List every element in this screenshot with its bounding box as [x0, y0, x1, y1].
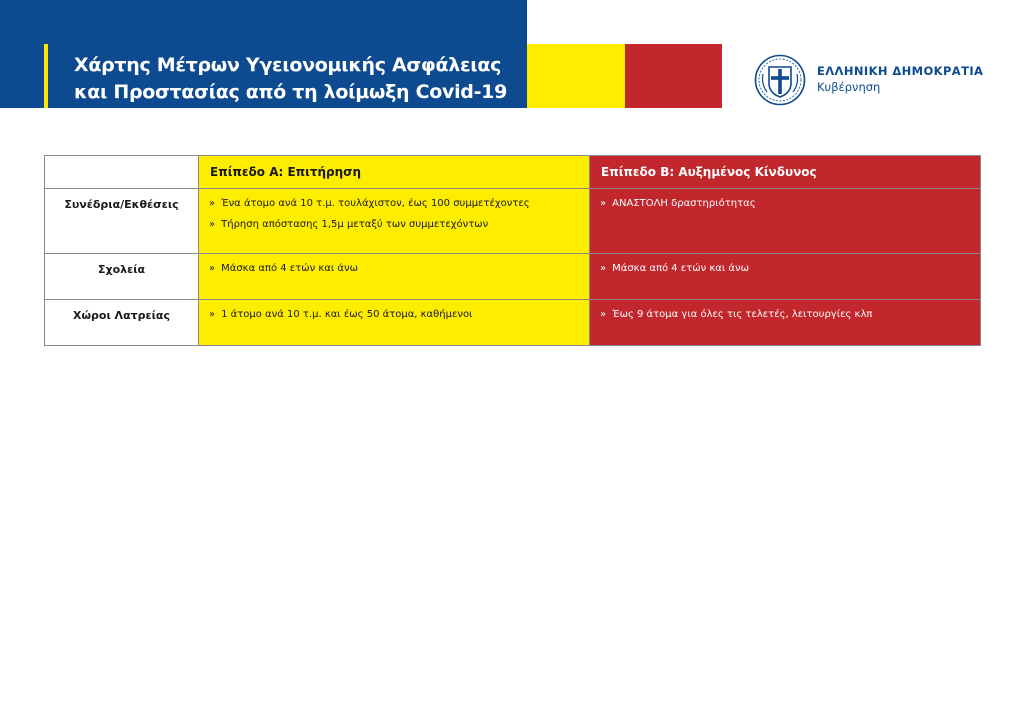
level-a-cell [199, 300, 590, 346]
level-a-cell [199, 254, 590, 300]
header-stripe-yellow [527, 44, 625, 108]
column-header-level-b: Επίπεδο Β: Αυξημένος Κίνδυνος [590, 156, 981, 189]
list-item [209, 309, 581, 321]
table-header-row [45, 156, 981, 189]
row-label: Συνέδρια/Εκθέσεις [45, 189, 199, 254]
page-title-line-2: και Προστασίας από τη λοίμωξη Covid-19 [74, 81, 508, 103]
measures-table [44, 155, 981, 346]
row-label: Σχολεία [45, 254, 199, 300]
list-item [600, 198, 972, 210]
level-a-cell [199, 189, 590, 254]
list-item-text: Ένα άτομο ανά 10 τ.μ. τουλάχιστον, έως 100 συμμετέχοντες [221, 198, 530, 209]
header-accent-line [44, 44, 48, 108]
bullet-icon: » [209, 219, 216, 230]
header-stripe-red [625, 44, 722, 108]
level-b-cell [590, 189, 981, 254]
column-header-level-a: Επίπεδο Α: Επιτήρηση [199, 156, 590, 189]
table-corner-cell [45, 156, 199, 189]
bullet-icon: » [600, 263, 607, 274]
list-item [209, 263, 581, 275]
list-item-text: Μάσκα από 4 ετών και άνω [612, 263, 749, 274]
bullet-icon: » [600, 198, 607, 209]
list-item-text: Έως 9 άτομα για όλες τις τελετές, λειτουργίες κλπ [612, 309, 873, 320]
table-row [45, 254, 981, 300]
brand-subtitle: Κυβέρνηση [817, 80, 881, 94]
list-item [209, 219, 581, 231]
bullet-icon: » [600, 309, 607, 320]
list-item [209, 198, 581, 210]
bullet-icon: » [209, 198, 216, 209]
list-item-text: ΑΝΑΣΤΟΛΗ δραστηριότητας [612, 198, 756, 209]
list-item-text: 1 άτομο ανά 10 τ.μ. και έως 50 άτομα, καθήμενοι [221, 309, 473, 320]
greek-emblem-icon [754, 54, 806, 106]
brand-name: ΕΛΛΗΝΙΚΗ ΔΗΜΟΚΡΑΤΙΑ [817, 64, 984, 78]
bullet-icon: » [209, 263, 216, 274]
table-row [45, 300, 981, 346]
page-title [74, 52, 524, 106]
list-item-text: Τήρηση απόστασης 1,5μ μεταξύ των συμμετεχόντων [221, 219, 489, 230]
level-b-cell [590, 300, 981, 346]
page-title-line-1: Χάρτης Μέτρων Υγειονομικής Ασφάλειας [74, 54, 502, 76]
table-row [45, 189, 981, 254]
bullet-icon: » [209, 309, 216, 320]
list-item [600, 263, 972, 275]
level-b-cell [590, 254, 981, 300]
row-label: Χώροι Λατρείας [45, 300, 199, 346]
list-item-text: Μάσκα από 4 ετών και άνω [221, 263, 358, 274]
list-item [600, 309, 972, 321]
